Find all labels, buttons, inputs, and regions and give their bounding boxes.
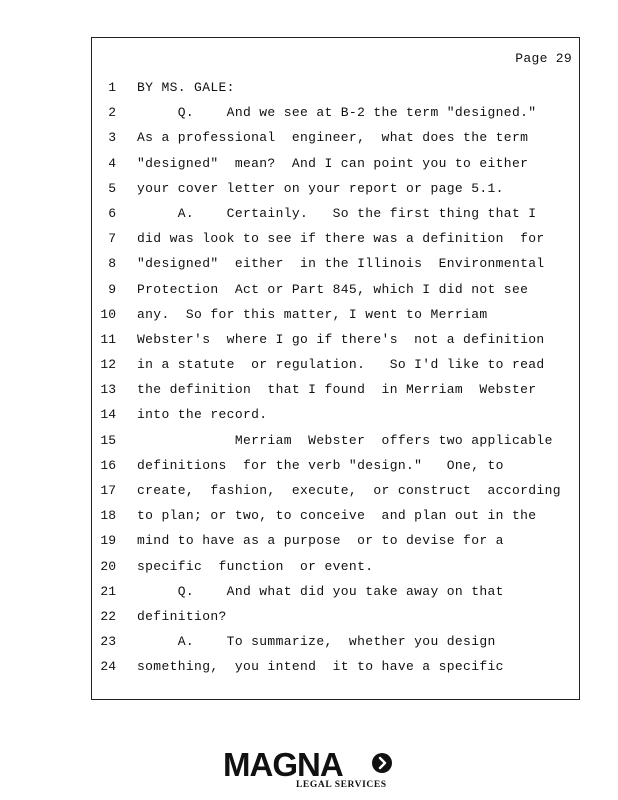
transcript-line: [92, 80, 579, 105]
transcript-line: [92, 282, 579, 307]
line-number: 16: [100, 457, 116, 473]
line-text: any. So for this matter, I went to Merriam: [137, 306, 488, 322]
line-text: definition?: [137, 608, 227, 624]
line-text: did was look to see if there was a definition for: [137, 231, 545, 247]
line-number: 17: [100, 483, 116, 498]
line-number: 21: [100, 583, 116, 599]
line-number: 18: [100, 508, 116, 524]
line-text: create, fashion, execute, or construct according: [137, 483, 561, 498]
line-number: 4: [108, 155, 116, 171]
transcript-line: [92, 181, 579, 206]
transcript-line: [92, 433, 579, 458]
logo-wordmark: MAGNA: [223, 746, 343, 783]
line-text: mind to have as a purpose or to devise for a: [137, 533, 504, 549]
line-number: 13: [100, 382, 116, 398]
line-number: 2: [108, 105, 116, 121]
logo-subtitle: LEGAL SERVICES: [296, 780, 387, 790]
line-number: 12: [100, 357, 116, 373]
line-number: 5: [108, 180, 116, 196]
transcript-line: [92, 584, 579, 609]
line-text: to plan; or two, to conceive and plan out in the: [137, 508, 537, 524]
line-number: 20: [100, 558, 116, 574]
line-text: BY MS. GALE:: [137, 80, 235, 95]
line-text: Merriam Webster offers two applicable: [137, 432, 553, 448]
transcript-line: [92, 533, 579, 558]
line-text: definitions for the verb "design." One, to: [137, 457, 504, 473]
transcript-line: [92, 105, 579, 130]
line-text: Q. And we see at B-2 the term "designed.": [137, 105, 537, 121]
line-number: 3: [108, 130, 116, 146]
transcript-line: [92, 130, 579, 155]
line-text: "designed" either in the Illinois Environmental: [137, 256, 545, 272]
transcript-line: [92, 307, 579, 332]
transcript-line: [92, 206, 579, 231]
line-number: 8: [108, 256, 116, 272]
line-number: 1: [108, 80, 116, 95]
line-text: into the record.: [137, 407, 268, 423]
line-text: A. Certainly. So the first thing that I: [137, 205, 537, 221]
transcript-line: [92, 508, 579, 533]
line-text: specific function or event.: [137, 558, 374, 574]
line-text: A. To summarize, whether you design: [137, 634, 496, 650]
transcript-line: [92, 458, 579, 483]
line-number: 14: [100, 407, 116, 423]
line-text: Webster's where I go if there's not a definition: [137, 331, 545, 347]
line-number: 24: [100, 659, 116, 675]
transcript-line: [92, 559, 579, 584]
magna-logo: [223, 747, 398, 795]
transcript-line: [92, 483, 579, 508]
line-number: 23: [100, 634, 116, 650]
transcript-line: [92, 659, 579, 684]
line-number: 6: [108, 205, 116, 221]
transcript-line: [92, 256, 579, 281]
line-text: Q. And what did you take away on that: [137, 583, 504, 599]
line-text: "designed" mean? And I can point you to either: [137, 155, 529, 171]
transcript-page-frame: [91, 37, 580, 700]
line-number: 22: [100, 608, 116, 624]
transcript-line: [92, 382, 579, 407]
line-number: 9: [108, 281, 116, 297]
transcript-line: [92, 231, 579, 256]
line-text: the definition that I found in Merriam Webster: [137, 382, 537, 398]
line-number: 10: [100, 306, 116, 322]
transcript-lines: [92, 80, 579, 685]
line-number: 15: [100, 432, 116, 448]
transcript-line: [92, 156, 579, 181]
transcript-line: [92, 357, 579, 382]
line-number: 11: [100, 331, 116, 347]
page-number: Page 29: [515, 51, 572, 66]
transcript-line: [92, 407, 579, 432]
line-text: As a professional engineer, what does the term: [137, 130, 529, 146]
transcript-line: [92, 609, 579, 634]
transcript-line: [92, 332, 579, 357]
chevron-right-icon: [372, 753, 392, 773]
line-number: 7: [108, 231, 116, 247]
line-text: your cover letter on your report or page 5.1.: [137, 180, 504, 196]
line-text: in a statute or regulation. So I'd like to read: [137, 357, 545, 373]
line-text: something, you intend it to have a specific: [137, 659, 504, 675]
line-number: 19: [100, 533, 116, 549]
line-text: Protection Act or Part 845, which I did not see: [137, 281, 529, 297]
transcript-line: [92, 634, 579, 659]
